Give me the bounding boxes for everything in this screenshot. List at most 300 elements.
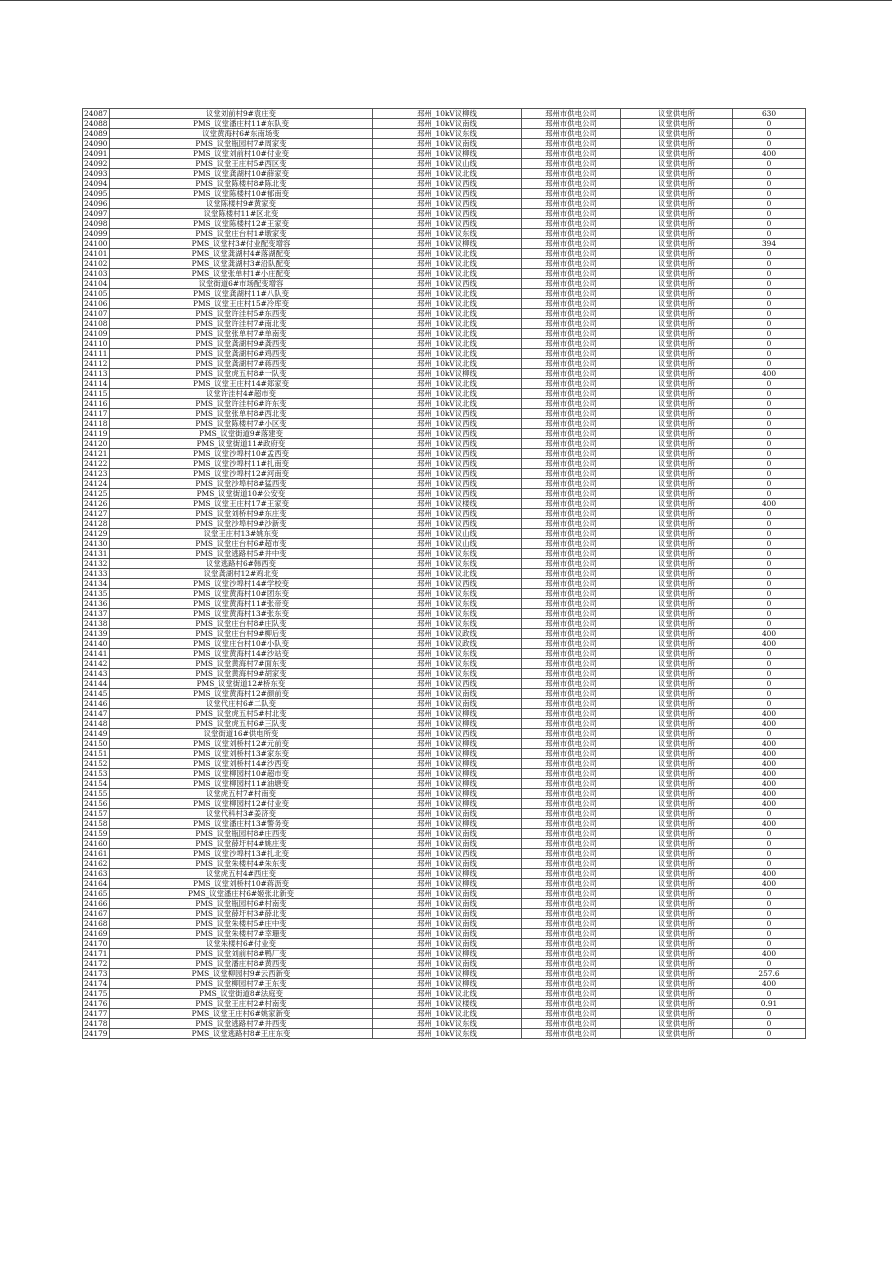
line-name-cell: 邳州_10kV议西线 bbox=[373, 219, 522, 229]
table-row bbox=[83, 679, 806, 689]
row-id-cell: 24158 bbox=[84, 818, 108, 828]
company-cell: 邳州市供电公司 bbox=[522, 309, 621, 319]
table-row bbox=[83, 509, 806, 519]
row-id-cell: 24127 bbox=[84, 508, 108, 518]
line-name-cell: 邳州_10kV议北线 bbox=[373, 399, 522, 409]
table-row bbox=[83, 179, 806, 189]
table-row bbox=[83, 689, 806, 699]
company-cell: 邳州市供电公司 bbox=[522, 469, 621, 479]
company-cell: 邳州市供电公司 bbox=[522, 279, 621, 289]
row-id-cell: 24089 bbox=[84, 128, 108, 138]
company-cell: 邳州市供电公司 bbox=[522, 319, 621, 329]
capacity-cell: 400 bbox=[733, 149, 806, 159]
line-name-cell: 邳州_10kV议柳线 bbox=[373, 109, 522, 119]
station-name-cell: PMS_议堂黄海村11#张帝变 bbox=[110, 599, 373, 609]
office-cell: 议堂供电所 bbox=[621, 279, 733, 289]
capacity-cell: 0 bbox=[733, 689, 806, 699]
office-cell: 议堂供电所 bbox=[621, 459, 733, 469]
line-name-cell: 邳州_10kV议东线 bbox=[373, 1019, 522, 1029]
row-id-cell: 24130 bbox=[84, 538, 108, 548]
row-id-cell: 24115 bbox=[84, 388, 108, 398]
table-row bbox=[83, 939, 806, 949]
row-id-cell: 24110 bbox=[84, 338, 108, 348]
company-cell: 邳州市供电公司 bbox=[522, 129, 621, 139]
row-id-cell: 24141 bbox=[84, 648, 108, 658]
row-id-cell: 24173 bbox=[84, 968, 108, 978]
line-name-cell: 邳州_10kV议柳线 bbox=[373, 369, 522, 379]
line-name-cell: 邳州_10kV议南线 bbox=[373, 959, 522, 969]
capacity-cell: 0 bbox=[733, 509, 806, 519]
office-cell: 议堂供电所 bbox=[621, 239, 733, 249]
table-row bbox=[83, 519, 806, 529]
line-name-cell: 邳州_10kV议南线 bbox=[373, 809, 522, 819]
office-cell: 议堂供电所 bbox=[621, 569, 733, 579]
table-row bbox=[83, 649, 806, 659]
line-name-cell: 邳州_10kV议柳线 bbox=[373, 149, 522, 159]
row-id-cell: 24136 bbox=[84, 598, 108, 608]
row-id-cell: 24121 bbox=[84, 448, 108, 458]
capacity-cell: 0 bbox=[733, 899, 806, 909]
office-cell: 议堂供电所 bbox=[621, 799, 733, 809]
station-name-cell: PMS_议堂潘庄村6#姬张北新变 bbox=[110, 889, 373, 899]
row-id-cell: 24095 bbox=[84, 188, 108, 198]
row-id-cell: 24124 bbox=[84, 478, 108, 488]
station-name-cell: PMS_议堂薛圩村3#薛北变 bbox=[110, 909, 373, 919]
station-name-cell: PMS_议堂沙埠村10#孟西变 bbox=[110, 449, 373, 459]
table-row bbox=[83, 239, 806, 249]
station-name-cell: PMS_议堂虎五村5#村北变 bbox=[110, 709, 373, 719]
office-cell: 议堂供电所 bbox=[621, 159, 733, 169]
capacity-cell: 0 bbox=[733, 209, 806, 219]
capacity-cell: 400 bbox=[733, 759, 806, 769]
station-name-cell: PMS_议堂沙埠村14#学校变 bbox=[110, 579, 373, 589]
line-name-cell: 邳州_10kV议西线 bbox=[373, 449, 522, 459]
station-name-cell: PMS_议堂黄海村9#胡家变 bbox=[110, 669, 373, 679]
station-name-cell: PMS_议堂沙埠村8#猛西变 bbox=[110, 479, 373, 489]
station-name-cell: PMS_议堂瓶园村8#庄西变 bbox=[110, 829, 373, 839]
capacity-cell: 630 bbox=[733, 109, 806, 119]
capacity-cell: 0 bbox=[733, 349, 806, 359]
office-cell: 议堂供电所 bbox=[621, 589, 733, 599]
row-id-cell: 24112 bbox=[84, 358, 108, 368]
station-name-cell: 议堂陈楼村9#黄家变 bbox=[110, 199, 373, 209]
capacity-cell: 400 bbox=[733, 949, 806, 959]
page-top-border bbox=[0, 0, 892, 1]
office-cell: 议堂供电所 bbox=[621, 749, 733, 759]
company-cell: 邳州市供电公司 bbox=[522, 609, 621, 619]
table-row bbox=[83, 139, 806, 149]
row-id-cell: 24113 bbox=[84, 368, 108, 378]
office-cell: 议堂供电所 bbox=[621, 729, 733, 739]
company-cell: 邳州市供电公司 bbox=[522, 749, 621, 759]
line-name-cell: 邳州_10kV议北线 bbox=[373, 329, 522, 339]
table-row bbox=[83, 619, 806, 629]
station-name-cell: PMS_议堂张单村8#西北变 bbox=[110, 409, 373, 419]
row-id-cell: 24147 bbox=[84, 708, 108, 718]
line-name-cell: 邳州_10kV议柳线 bbox=[373, 779, 522, 789]
office-cell: 议堂供电所 bbox=[621, 649, 733, 659]
table-row bbox=[83, 1019, 806, 1029]
office-cell: 议堂供电所 bbox=[621, 499, 733, 509]
row-id-cell: 24122 bbox=[84, 458, 108, 468]
table-row bbox=[83, 629, 806, 639]
line-name-cell: 邳州_10kV议北线 bbox=[373, 989, 522, 999]
office-cell: 议堂供电所 bbox=[621, 419, 733, 429]
line-name-cell: 邳州_10kV议柳线 bbox=[373, 869, 522, 879]
line-name-cell: 邳州_10kV议柳线 bbox=[373, 239, 522, 249]
row-id-cell: 24109 bbox=[84, 328, 108, 338]
company-cell: 邳州市供电公司 bbox=[522, 329, 621, 339]
capacity-cell: 0 bbox=[733, 649, 806, 659]
office-cell: 议堂供电所 bbox=[621, 619, 733, 629]
station-name-cell: PMS_议堂逃路村5#井中变 bbox=[110, 549, 373, 559]
row-id-cell: 24137 bbox=[84, 608, 108, 618]
office-cell: 议堂供电所 bbox=[621, 959, 733, 969]
station-name-cell: 议堂许洼村4#超市变 bbox=[110, 389, 373, 399]
company-cell: 邳州市供电公司 bbox=[522, 269, 621, 279]
row-id-cell: 24132 bbox=[84, 558, 108, 568]
line-name-cell: 邳州_10kV议柳线 bbox=[373, 979, 522, 989]
office-cell: 议堂供电所 bbox=[621, 249, 733, 259]
table-row bbox=[83, 829, 806, 839]
capacity-cell: 0 bbox=[733, 909, 806, 919]
office-cell: 议堂供电所 bbox=[621, 359, 733, 369]
table-row bbox=[83, 469, 806, 479]
table-row bbox=[83, 859, 806, 869]
row-id-cell: 24131 bbox=[84, 548, 108, 558]
table-row bbox=[83, 789, 806, 799]
row-id-cell: 24160 bbox=[84, 838, 108, 848]
office-cell: 议堂供电所 bbox=[621, 199, 733, 209]
row-id-cell: 24100 bbox=[84, 238, 108, 248]
table-row bbox=[83, 989, 806, 999]
capacity-cell: 0 bbox=[733, 449, 806, 459]
station-name-cell: PMS_议堂街道8#法庭变 bbox=[110, 989, 373, 999]
row-id-cell: 24105 bbox=[84, 288, 108, 298]
station-name-cell: PMS_议堂虎五村8#一队变 bbox=[110, 369, 373, 379]
office-cell: 议堂供电所 bbox=[621, 939, 733, 949]
station-name-cell: PMS_议堂瓶园村6#村南变 bbox=[110, 899, 373, 909]
line-name-cell: 邳州_10kV议西线 bbox=[373, 279, 522, 289]
station-name-cell: 议堂龚湖村12#鸡北变 bbox=[110, 569, 373, 579]
company-cell: 邳州市供电公司 bbox=[522, 239, 621, 249]
station-name-cell: PMS_议堂王庄村17#王家变 bbox=[110, 499, 373, 509]
capacity-cell: 0 bbox=[733, 229, 806, 239]
capacity-cell: 400 bbox=[733, 749, 806, 759]
line-name-cell: 邳州_10kV议柳线 bbox=[373, 969, 522, 979]
line-name-cell: 邳州_10kV议北线 bbox=[373, 339, 522, 349]
line-name-cell: 邳州_10kV议西线 bbox=[373, 849, 522, 859]
station-name-cell: PMS_议堂陈楼村12#王家变 bbox=[110, 219, 373, 229]
line-name-cell: 邳州_10kV议北线 bbox=[373, 319, 522, 329]
station-name-cell: PMS_议堂黄海村7#面东变 bbox=[110, 659, 373, 669]
table-row bbox=[83, 289, 806, 299]
station-name-cell: PMS_议堂陈楼村8#陈北变 bbox=[110, 179, 373, 189]
company-cell: 邳州市供电公司 bbox=[522, 789, 621, 799]
capacity-cell: 0 bbox=[733, 559, 806, 569]
capacity-cell: 400 bbox=[733, 639, 806, 649]
row-id-cell: 24144 bbox=[84, 678, 108, 688]
capacity-cell: 0 bbox=[733, 939, 806, 949]
row-id-cell: 24087 bbox=[84, 108, 108, 118]
capacity-cell: 0 bbox=[733, 859, 806, 869]
line-name-cell: 邳州_10kV议西线 bbox=[373, 179, 522, 189]
line-name-cell: 邳州_10kV议政线 bbox=[373, 639, 522, 649]
station-name-cell: PMS_议堂陈楼村10#郁南变 bbox=[110, 189, 373, 199]
station-name-cell: PMS_议堂街道9#落建变 bbox=[110, 429, 373, 439]
company-cell: 邳州市供电公司 bbox=[522, 339, 621, 349]
row-id-cell: 24140 bbox=[84, 638, 108, 648]
row-id-cell: 24125 bbox=[84, 488, 108, 498]
office-cell: 议堂供电所 bbox=[621, 739, 733, 749]
capacity-cell: 0 bbox=[733, 539, 806, 549]
capacity-cell: 0 bbox=[733, 429, 806, 439]
line-name-cell: 邳州_10kV议柳线 bbox=[373, 819, 522, 829]
table-row bbox=[83, 819, 806, 829]
row-id-cell: 24094 bbox=[84, 178, 108, 188]
table-row bbox=[83, 329, 806, 339]
capacity-cell: 0 bbox=[733, 289, 806, 299]
company-cell: 邳州市供电公司 bbox=[522, 729, 621, 739]
station-name-cell: PMS_议堂刘前村8#鸭厂变 bbox=[110, 949, 373, 959]
office-cell: 议堂供电所 bbox=[621, 1009, 733, 1019]
capacity-cell: 0 bbox=[733, 849, 806, 859]
row-id-cell: 24152 bbox=[84, 758, 108, 768]
row-id-cell: 24117 bbox=[84, 408, 108, 418]
table-row bbox=[83, 599, 806, 609]
company-cell: 邳州市供电公司 bbox=[522, 819, 621, 829]
line-name-cell: 邳州_10kV议东线 bbox=[373, 619, 522, 629]
line-name-cell: 邳州_10kV议北线 bbox=[373, 309, 522, 319]
row-id-cell: 24176 bbox=[84, 998, 108, 1008]
line-name-cell: 邳州_10kV议柳线 bbox=[373, 949, 522, 959]
station-name-cell: PMS_议堂王庄村6#姚家新变 bbox=[110, 1009, 373, 1019]
company-cell: 邳州市供电公司 bbox=[522, 219, 621, 229]
station-name-cell: PMS_议堂潘庄村13#警务变 bbox=[110, 819, 373, 829]
company-cell: 邳州市供电公司 bbox=[522, 969, 621, 979]
line-name-cell: 邳州_10kV议南线 bbox=[373, 829, 522, 839]
station-name-cell: PMS_议堂许洼村5#东西变 bbox=[110, 309, 373, 319]
company-cell: 邳州市供电公司 bbox=[522, 589, 621, 599]
company-cell: 邳州市供电公司 bbox=[522, 669, 621, 679]
line-name-cell: 邳州_10kV议北线 bbox=[373, 259, 522, 269]
table-row bbox=[83, 369, 806, 379]
table-row bbox=[83, 299, 806, 309]
line-name-cell: 邳州_10kV议北线 bbox=[373, 349, 522, 359]
capacity-cell: 0 bbox=[733, 419, 806, 429]
capacity-cell: 0 bbox=[733, 329, 806, 339]
office-cell: 议堂供电所 bbox=[621, 789, 733, 799]
row-id-cell: 24139 bbox=[84, 628, 108, 638]
office-cell: 议堂供电所 bbox=[621, 1029, 733, 1039]
line-name-cell: 邳州_10kV议南线 bbox=[373, 919, 522, 929]
station-name-cell: PMS_议堂沙埠村12#河南变 bbox=[110, 469, 373, 479]
station-name-cell: 议堂陈楼村11#区北变 bbox=[110, 209, 373, 219]
row-id-cell: 24138 bbox=[84, 618, 108, 628]
station-name-cell: PMS_议堂朱楼村7#幸珊变 bbox=[110, 929, 373, 939]
row-id-cell: 24133 bbox=[84, 568, 108, 578]
company-cell: 邳州市供电公司 bbox=[522, 639, 621, 649]
line-name-cell: 邳州_10kV议西线 bbox=[373, 729, 522, 739]
row-id-cell: 24150 bbox=[84, 738, 108, 748]
row-id-cell: 24123 bbox=[84, 468, 108, 478]
capacity-cell: 0 bbox=[733, 1019, 806, 1029]
company-cell: 邳州市供电公司 bbox=[522, 649, 621, 659]
company-cell: 邳州市供电公司 bbox=[522, 509, 621, 519]
line-name-cell: 邳州_10kV议东线 bbox=[373, 1029, 522, 1039]
line-name-cell: 邳州_10kV议柳线 bbox=[373, 789, 522, 799]
capacity-cell: 400 bbox=[733, 879, 806, 889]
line-name-cell: 邳州_10kV议东线 bbox=[373, 559, 522, 569]
line-name-cell: 邳州_10kV议北线 bbox=[373, 359, 522, 369]
company-cell: 邳州市供电公司 bbox=[522, 739, 621, 749]
office-cell: 议堂供电所 bbox=[621, 829, 733, 839]
capacity-cell: 0 bbox=[733, 889, 806, 899]
office-cell: 议堂供电所 bbox=[621, 669, 733, 679]
company-cell: 邳州市供电公司 bbox=[522, 829, 621, 839]
office-cell: 议堂供电所 bbox=[621, 899, 733, 909]
table-row bbox=[83, 279, 806, 289]
table-row bbox=[83, 799, 806, 809]
row-id-cell: 24153 bbox=[84, 768, 108, 778]
company-cell: 邳州市供电公司 bbox=[522, 799, 621, 809]
office-cell: 议堂供电所 bbox=[621, 119, 733, 129]
table-row bbox=[83, 359, 806, 369]
company-cell: 邳州市供电公司 bbox=[522, 429, 621, 439]
row-id-cell: 24097 bbox=[84, 208, 108, 218]
company-cell: 邳州市供电公司 bbox=[522, 929, 621, 939]
station-name-cell: PMS_议堂柳园村7#王东变 bbox=[110, 979, 373, 989]
capacity-cell: 0 bbox=[733, 409, 806, 419]
row-id-cell: 24165 bbox=[84, 888, 108, 898]
capacity-cell: 0 bbox=[733, 599, 806, 609]
table-row bbox=[83, 969, 806, 979]
line-name-cell: 邳州_10kV议东线 bbox=[373, 669, 522, 679]
office-cell: 议堂供电所 bbox=[621, 859, 733, 869]
line-name-cell: 邳州_10kV议南线 bbox=[373, 689, 522, 699]
line-name-cell: 邳州_10kV议东线 bbox=[373, 549, 522, 559]
company-cell: 邳州市供电公司 bbox=[522, 499, 621, 509]
company-cell: 邳州市供电公司 bbox=[522, 839, 621, 849]
row-id-cell: 24093 bbox=[84, 168, 108, 178]
line-name-cell: 邳州_10kV议南线 bbox=[373, 139, 522, 149]
office-cell: 议堂供电所 bbox=[621, 849, 733, 859]
capacity-cell: 0.91 bbox=[733, 999, 806, 1009]
station-name-cell: PMS_议堂龚湖村6#鸡西变 bbox=[110, 349, 373, 359]
station-name-cell: PMS_议堂黄海村10#团东变 bbox=[110, 589, 373, 599]
office-cell: 议堂供电所 bbox=[621, 369, 733, 379]
company-cell: 邳州市供电公司 bbox=[522, 999, 621, 1009]
table-row bbox=[83, 529, 806, 539]
capacity-cell: 400 bbox=[733, 819, 806, 829]
company-cell: 邳州市供电公司 bbox=[522, 689, 621, 699]
line-name-cell: 邳州_10kV议柳线 bbox=[373, 879, 522, 889]
row-id-cell: 24177 bbox=[84, 1008, 108, 1018]
table-row bbox=[83, 219, 806, 229]
company-cell: 邳州市供电公司 bbox=[522, 199, 621, 209]
station-name-cell: PMS_议堂刘桥村9#东庄变 bbox=[110, 509, 373, 519]
office-cell: 议堂供电所 bbox=[621, 439, 733, 449]
station-name-cell: 议堂朱楼村6#付业变 bbox=[110, 939, 373, 949]
station-name-cell: PMS_议堂朱楼村5#庄中变 bbox=[110, 919, 373, 929]
company-cell: 邳州市供电公司 bbox=[522, 619, 621, 629]
station-name-cell: PMS_议堂柳园村11#油塘变 bbox=[110, 779, 373, 789]
table-row bbox=[83, 479, 806, 489]
office-cell: 议堂供电所 bbox=[621, 929, 733, 939]
station-name-cell: PMS_议堂刘桥村14#沙西变 bbox=[110, 759, 373, 769]
office-cell: 议堂供电所 bbox=[621, 329, 733, 339]
row-id-cell: 24088 bbox=[84, 118, 108, 128]
line-name-cell: 邳州_10kV议西线 bbox=[373, 679, 522, 689]
table-row bbox=[83, 729, 806, 739]
capacity-cell: 400 bbox=[733, 779, 806, 789]
station-name-cell: PMS_议堂张单村1#小庄配变 bbox=[110, 269, 373, 279]
capacity-cell: 257.6 bbox=[733, 969, 806, 979]
capacity-cell: 0 bbox=[733, 669, 806, 679]
company-cell: 邳州市供电公司 bbox=[522, 529, 621, 539]
line-name-cell: 邳州_10kV议柳线 bbox=[373, 739, 522, 749]
office-cell: 议堂供电所 bbox=[621, 479, 733, 489]
capacity-cell: 0 bbox=[733, 129, 806, 139]
row-id-cell: 24103 bbox=[84, 268, 108, 278]
line-name-cell: 邳州_10kV议山线 bbox=[373, 539, 522, 549]
capacity-cell: 400 bbox=[733, 869, 806, 879]
office-cell: 议堂供电所 bbox=[621, 809, 733, 819]
capacity-cell: 0 bbox=[733, 589, 806, 599]
table-row bbox=[83, 589, 806, 599]
table-row bbox=[83, 409, 806, 419]
station-name-cell: PMS_议堂张单村7#单南变 bbox=[110, 329, 373, 339]
office-cell: 议堂供电所 bbox=[621, 699, 733, 709]
company-cell: 邳州市供电公司 bbox=[522, 889, 621, 899]
company-cell: 邳州市供电公司 bbox=[522, 579, 621, 589]
table-row bbox=[83, 439, 806, 449]
table-row bbox=[83, 129, 806, 139]
station-name-cell: PMS_议堂黄海村13#张东变 bbox=[110, 609, 373, 619]
company-cell: 邳州市供电公司 bbox=[522, 479, 621, 489]
company-cell: 邳州市供电公司 bbox=[522, 629, 621, 639]
line-name-cell: 邳州_10kV议楼线 bbox=[373, 999, 522, 1009]
line-name-cell: 邳州_10kV议北线 bbox=[373, 569, 522, 579]
table-row bbox=[83, 959, 806, 969]
capacity-cell: 0 bbox=[733, 609, 806, 619]
capacity-cell: 400 bbox=[733, 719, 806, 729]
row-id-cell: 24157 bbox=[84, 808, 108, 818]
capacity-cell: 0 bbox=[733, 169, 806, 179]
office-cell: 议堂供电所 bbox=[621, 429, 733, 439]
row-id-cell: 24119 bbox=[84, 428, 108, 438]
company-cell: 邳州市供电公司 bbox=[522, 449, 621, 459]
capacity-cell: 0 bbox=[733, 339, 806, 349]
row-id-cell: 24108 bbox=[84, 318, 108, 328]
station-name-cell: PMS_议堂沙埠村11#扎南变 bbox=[110, 459, 373, 469]
row-id-cell: 24107 bbox=[84, 308, 108, 318]
line-name-cell: 邳州_10kV议西线 bbox=[373, 469, 522, 479]
table-row bbox=[83, 899, 806, 909]
line-name-cell: 邳州_10kV议北线 bbox=[373, 1009, 522, 1019]
capacity-cell: 400 bbox=[733, 789, 806, 799]
row-id-cell: 24170 bbox=[84, 938, 108, 948]
capacity-cell: 0 bbox=[733, 619, 806, 629]
capacity-cell: 400 bbox=[733, 769, 806, 779]
company-cell: 邳州市供电公司 bbox=[522, 489, 621, 499]
capacity-cell: 0 bbox=[733, 959, 806, 969]
line-name-cell: 邳州_10kV议西线 bbox=[373, 459, 522, 469]
capacity-cell: 400 bbox=[733, 499, 806, 509]
line-name-cell: 邳州_10kV议西线 bbox=[373, 509, 522, 519]
office-cell: 议堂供电所 bbox=[621, 759, 733, 769]
capacity-cell: 0 bbox=[733, 309, 806, 319]
